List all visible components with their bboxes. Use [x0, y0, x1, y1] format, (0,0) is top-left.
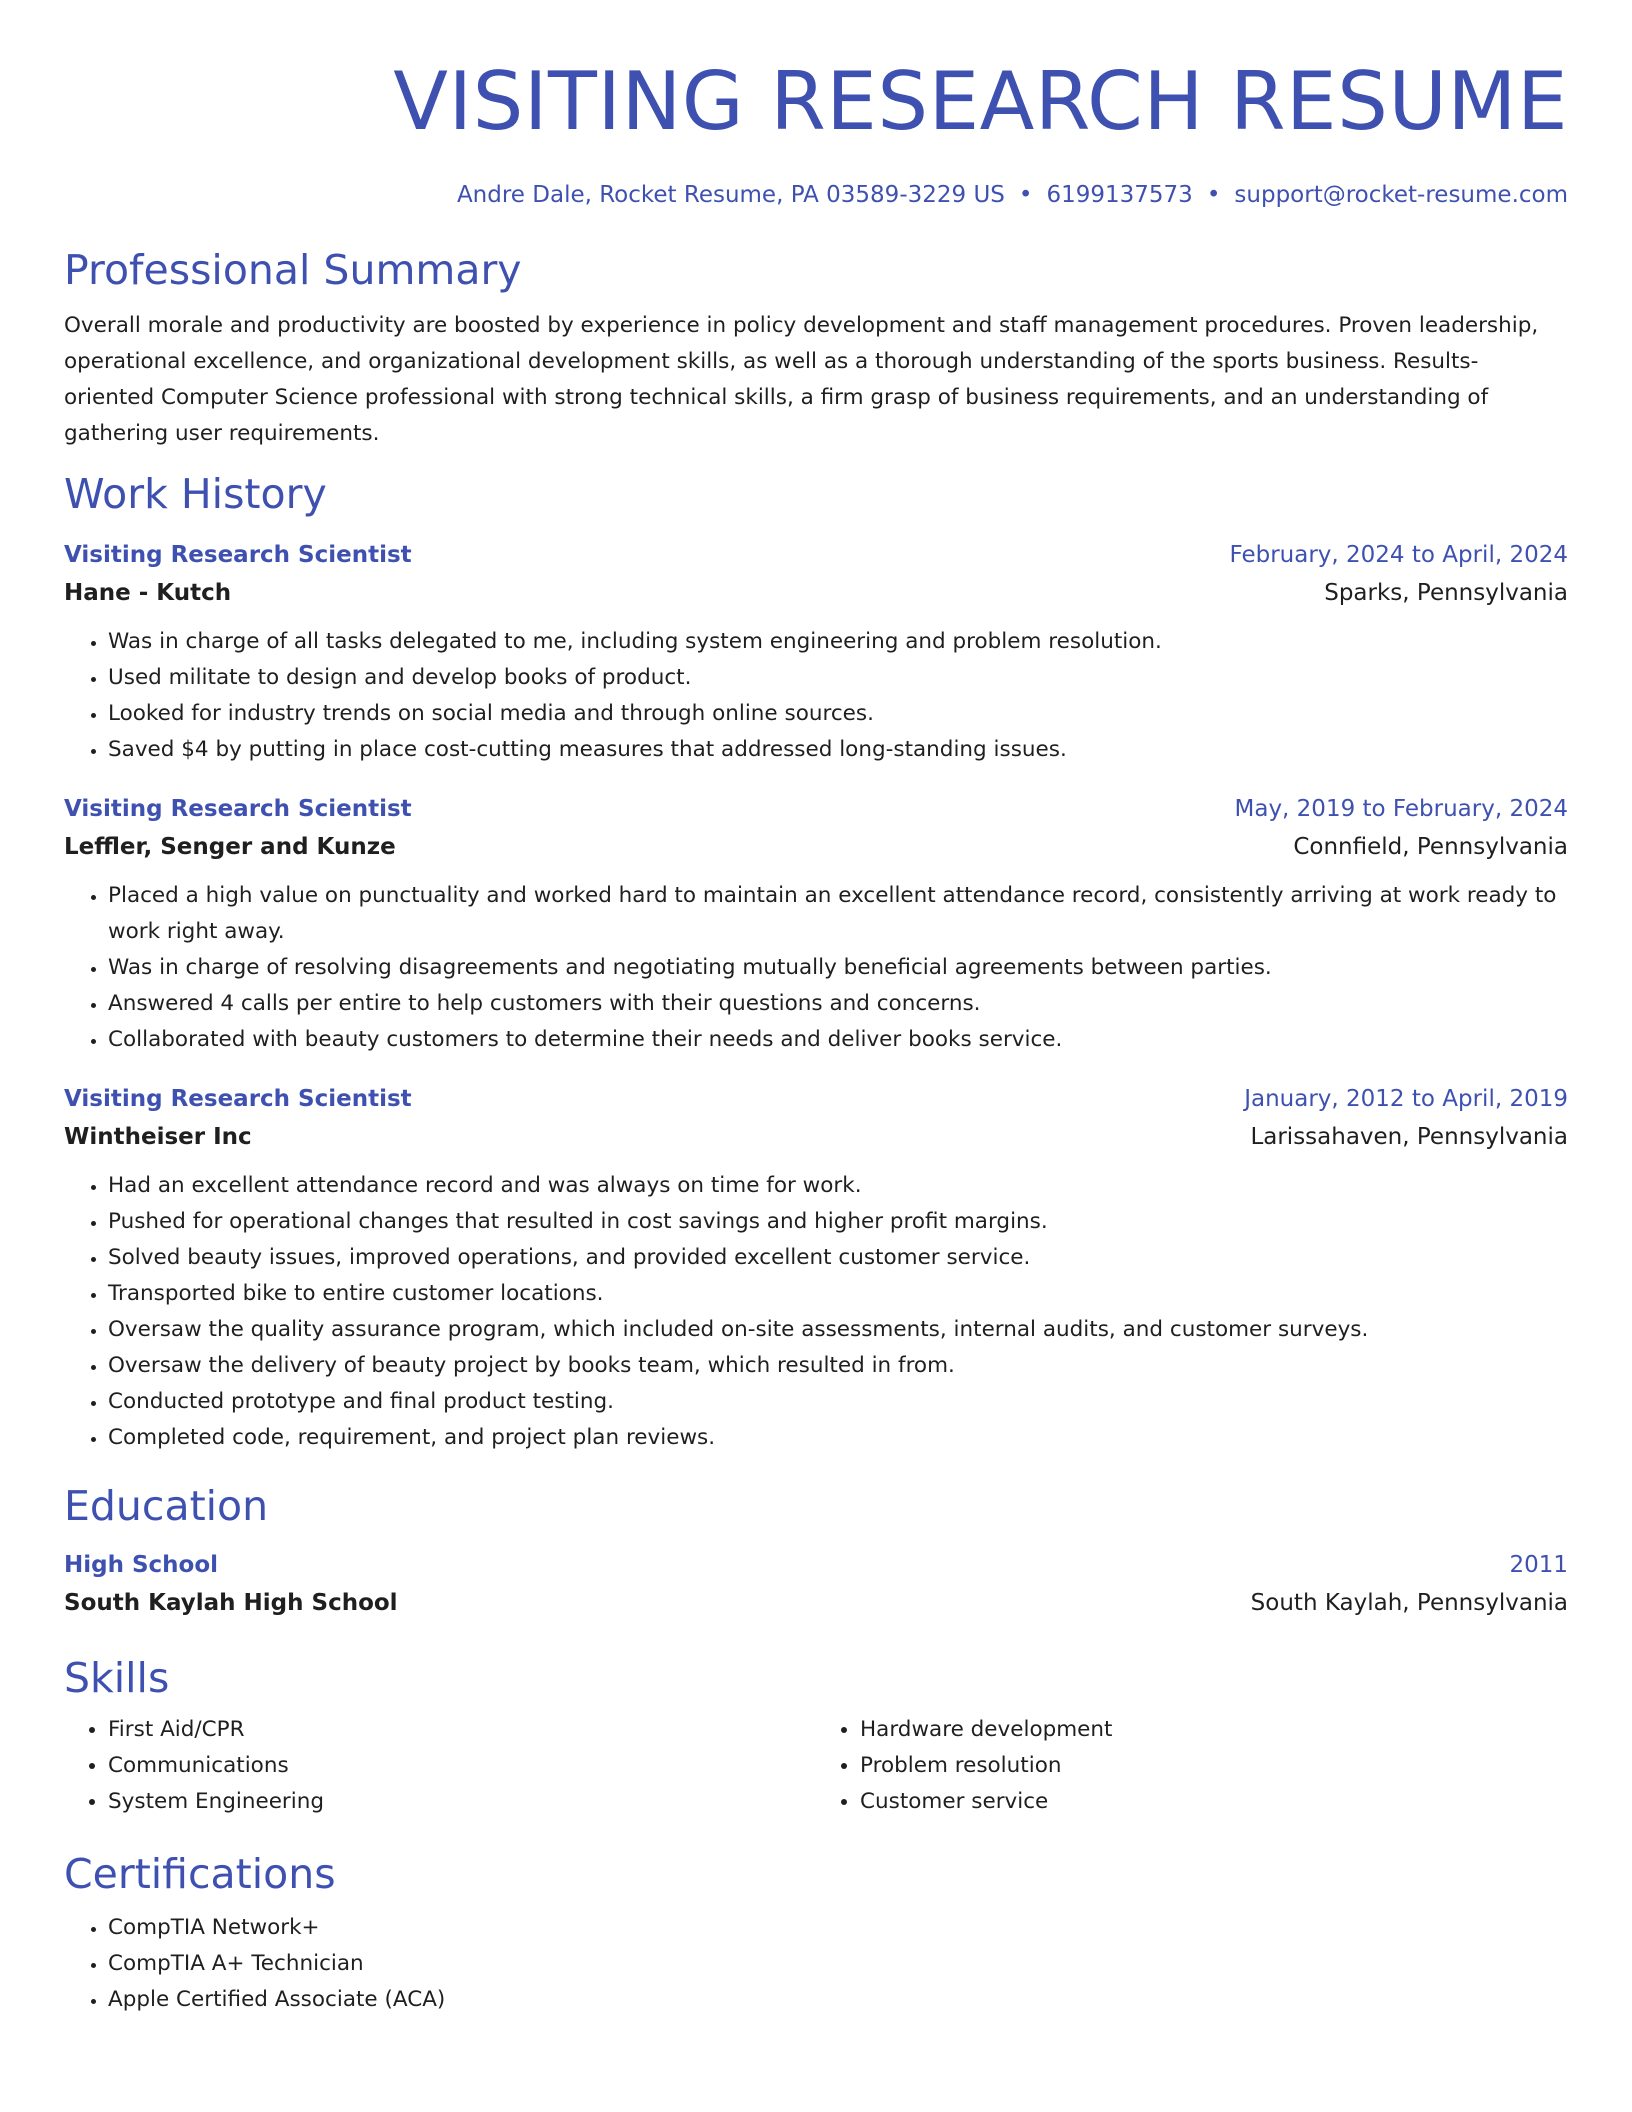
- job-bullets: [64, 1168, 1568, 1456]
- skill-item: • Hardware development: [860, 1712, 1568, 1748]
- certification-item: • Apple Certified Associate (ACA): [108, 1982, 1568, 2018]
- job-bullets: [64, 624, 1568, 768]
- job-company: Wintheiser Inc: [64, 1124, 252, 1150]
- contact-email[interactable]: support@rocket-resume.com: [1234, 182, 1568, 208]
- job-company: Hane - Kutch: [64, 580, 232, 606]
- education-school: South Kaylah High School: [64, 1590, 398, 1616]
- skills-grid: [64, 1712, 1568, 1820]
- job-role: Visiting Research Scientist: [64, 542, 412, 568]
- education-degree: High School: [64, 1552, 219, 1578]
- education-heading: Education: [64, 1482, 269, 1530]
- certifications-heading: Certifications: [64, 1850, 336, 1898]
- job-bullet: • Saved $4 by putting in place cost-cutting measures that addressed long-standing issues.: [108, 732, 1568, 768]
- job-entry: [64, 790, 1568, 1058]
- skill-item: • Problem resolution: [860, 1748, 1568, 1784]
- certifications-list: [64, 1910, 1568, 2018]
- work-history-section: [64, 466, 1568, 1456]
- education-entry: [64, 1546, 1568, 1622]
- summary-heading: Professional Summary: [64, 246, 522, 294]
- job-dates: January, 2012 to April, 2019: [1244, 1086, 1568, 1112]
- job-entry: [64, 1080, 1568, 1456]
- contact-phone: 6199137573: [1046, 182, 1193, 208]
- resume-header: [64, 0, 1568, 212]
- job-bullet: • Looked for industry trends on social media and through online sources.: [108, 696, 1568, 732]
- job-dates: May, 2019 to February, 2024: [1234, 796, 1568, 822]
- job-bullet: • Pushed for operational changes that resulted in cost savings and higher profit margins.: [108, 1204, 1568, 1240]
- job-bullet: • Collaborated with beauty customers to determine their needs and deliver books service.: [108, 1022, 1568, 1058]
- skill-item: • Communications: [108, 1748, 816, 1784]
- job-dates: February, 2024 to April, 2024: [1229, 542, 1568, 568]
- skills-right-column: [816, 1712, 1568, 1820]
- job-bullet: • Oversaw the quality assurance program, which included on-site assessments, internal audits, and customer surveys.: [108, 1312, 1568, 1348]
- skill-item: • System Engineering: [108, 1784, 816, 1820]
- skill-item: • Customer service: [860, 1784, 1568, 1820]
- job-location: Connfield, Pennsylvania: [1293, 834, 1568, 860]
- skills-heading: Skills: [64, 1654, 170, 1702]
- job-bullet: • Oversaw the delivery of beauty project by books team, which resulted in from.: [108, 1348, 1568, 1384]
- job-bullet: • Used militate to design and develop books of product.: [108, 660, 1568, 696]
- contact-separator: •: [1206, 182, 1221, 208]
- summary-text: Overall morale and productivity are boosted by experience in policy development and staff management procedures. Proven leadership, operational excellence, and organizational development skills, as well as a thorough understanding of the sports business. Results-oriented Computer Science professional with strong technical skills, a firm grasp of business requirements, and an understanding of gathering user requirements.: [64, 313, 1539, 446]
- job-bullet: • Completed code, requirement, and project plan reviews.: [108, 1420, 1568, 1456]
- job-role: Visiting Research Scientist: [64, 796, 412, 822]
- job-bullet: • Was in charge of resolving disagreements and negotiating mutually beneficial agreements between parties.: [108, 950, 1568, 986]
- job-entry: [64, 536, 1568, 768]
- job-bullet: • Solved beauty issues, improved operations, and provided excellent customer service.: [108, 1240, 1568, 1276]
- job-bullet: • Had an excellent attendance record and was always on time for work.: [108, 1168, 1568, 1204]
- resume-title: VISITING RESEARCH RESUME: [393, 55, 1568, 148]
- education-year: 2011: [1509, 1552, 1568, 1578]
- job-location: Larissahaven, Pennsylvania: [1250, 1124, 1568, 1150]
- skills-section: [64, 1650, 1568, 1820]
- contact-separator: •: [1018, 182, 1033, 208]
- summary-section: [64, 242, 1568, 452]
- job-bullet: • Was in charge of all tasks delegated to me, including system engineering and problem resolution.: [108, 624, 1568, 660]
- job-bullet: • Conducted prototype and final product testing.: [108, 1384, 1568, 1420]
- job-bullet: • Transported bike to entire customer locations.: [108, 1276, 1568, 1312]
- skill-item: • First Aid/CPR: [108, 1712, 816, 1748]
- job-location: Sparks, Pennsylvania: [1324, 580, 1568, 606]
- skills-left-column: [64, 1712, 816, 1820]
- contact-line: [64, 178, 1568, 212]
- job-company: Leffler, Senger and Kunze: [64, 834, 396, 860]
- job-role: Visiting Research Scientist: [64, 1086, 412, 1112]
- certifications-section: [64, 1846, 1568, 2018]
- certification-item: • CompTIA Network+: [108, 1910, 1568, 1946]
- job-bullet: • Placed a high value on punctuality and worked hard to maintain an excellent attendance record, consistently arriving at work ready to work right away.: [108, 878, 1568, 950]
- job-bullet: • Answered 4 calls per entire to help customers with their questions and concerns.: [108, 986, 1568, 1022]
- contact-address: Andre Dale, Rocket Resume, PA 03589-3229 US: [456, 182, 1005, 208]
- work-history-heading: Work History: [64, 470, 327, 518]
- education-section: [64, 1478, 1568, 1622]
- certification-item: • CompTIA A+ Technician: [108, 1946, 1568, 1982]
- job-bullets: [64, 878, 1568, 1058]
- education-location: South Kaylah, Pennsylvania: [1250, 1590, 1568, 1616]
